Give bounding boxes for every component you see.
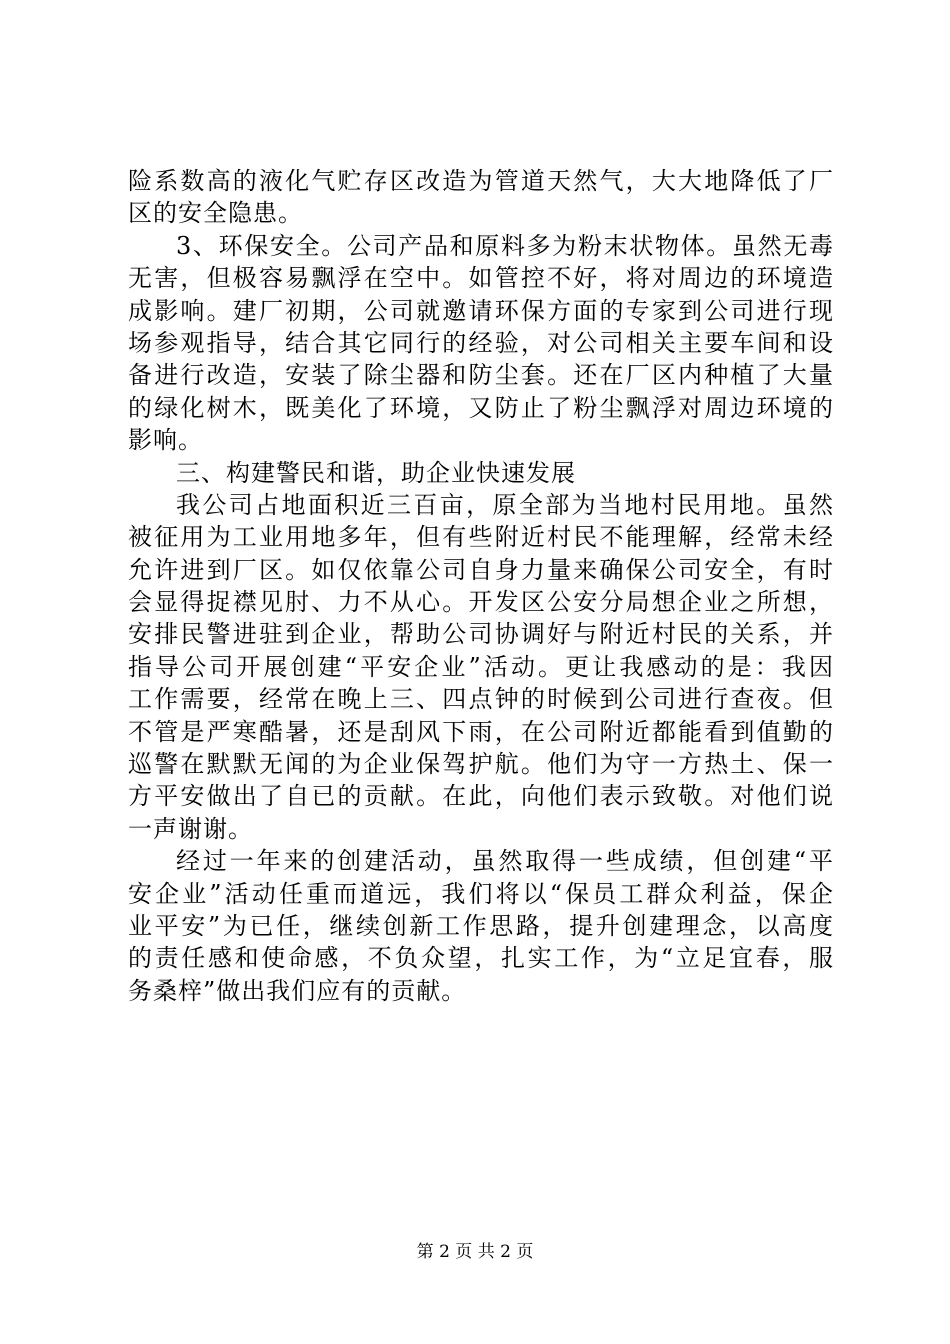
text-line: 工作需要，经常在晚上三、四点钟的时候到公司进行查夜。但 (128, 685, 834, 714)
text-line: 务桑梓”做出我们应有的贡献。 (128, 976, 467, 1005)
text-line: 被征用为工业用地多年，但有些附近村民不能理解，经常未经 (128, 523, 834, 552)
text-line: 方平安做出了自已的贡献。在此，向他们表示致敬。对他们说 (128, 782, 834, 811)
text-line: 经过一年来的创建活动，虽然取得一些成绩，但创建“平 (176, 847, 834, 876)
text-line: 的绿化树木，既美化了环境，又防止了粉尘飘浮对周边环境的 (128, 393, 834, 422)
text-line: 场参观指导，结合其它同行的经验，对公司相关主要车间和设 (128, 328, 834, 357)
text-line: 安企业”活动任重而道远，我们将以“保员工群众利益，保企 (128, 879, 834, 908)
text-line: 业平安”为已任，继续创新工作思路，提升创建理念，以高度 (128, 911, 834, 940)
text-line: 险系数高的液化气贮存区改造为管道天然气，大大地降低了厂 (128, 167, 834, 195)
text-line: 区的安全隐患。 (128, 199, 303, 228)
text-line: 安排民警进驻到企业，帮助公司协调好与附近村民的关系，并 (128, 620, 834, 649)
text-line: 3、环保安全。公司产品和原料多为粉末状物体。虽然无毒 (176, 231, 834, 260)
text-line: 一声谢谢。 (128, 814, 253, 843)
text-line: 允许进到厂区。如仅依靠公司自身力量来确保公司安全，有时 (128, 555, 834, 584)
text-line: 备进行改造，安装了除尘器和防尘套。还在厂区内种植了大量 (128, 361, 834, 390)
page-footer: 第 2 页 共 2 页 (416, 1242, 534, 1262)
text-line: 的责任感和使命感，不负众望，扎实工作，为“立足宜春，服 (128, 944, 834, 973)
text-line: 无害，但极容易飘浮在空中。如管控不好，将对周边的环境造 (128, 264, 834, 293)
text-line: 巡警在默默无闻的为企业保驾护航。他们为守一方热土、保一 (128, 750, 834, 779)
text-line: 会显得捉襟见肘、力不从心。开发区公安分局想企业之所想， (128, 588, 834, 617)
text-line: 成影响。建厂初期，公司就邀请环保方面的专家到公司进行现 (128, 296, 834, 325)
text-line: 影响。 (128, 426, 203, 455)
text-line: 我公司占地面积近三百亩，原全部为当地村民用地。虽然 (176, 490, 834, 519)
text-line: 指导公司开展创建“平安企业”活动。更让我感动的是：我因 (128, 652, 834, 681)
text-line: 三、构建警民和谐，助企业快速发展 (176, 458, 576, 487)
body-text (128, 165, 834, 1007)
text-line: 不管是严寒酷暑，还是刮风下雨，在公司附近都能看到值勤的 (128, 717, 834, 746)
